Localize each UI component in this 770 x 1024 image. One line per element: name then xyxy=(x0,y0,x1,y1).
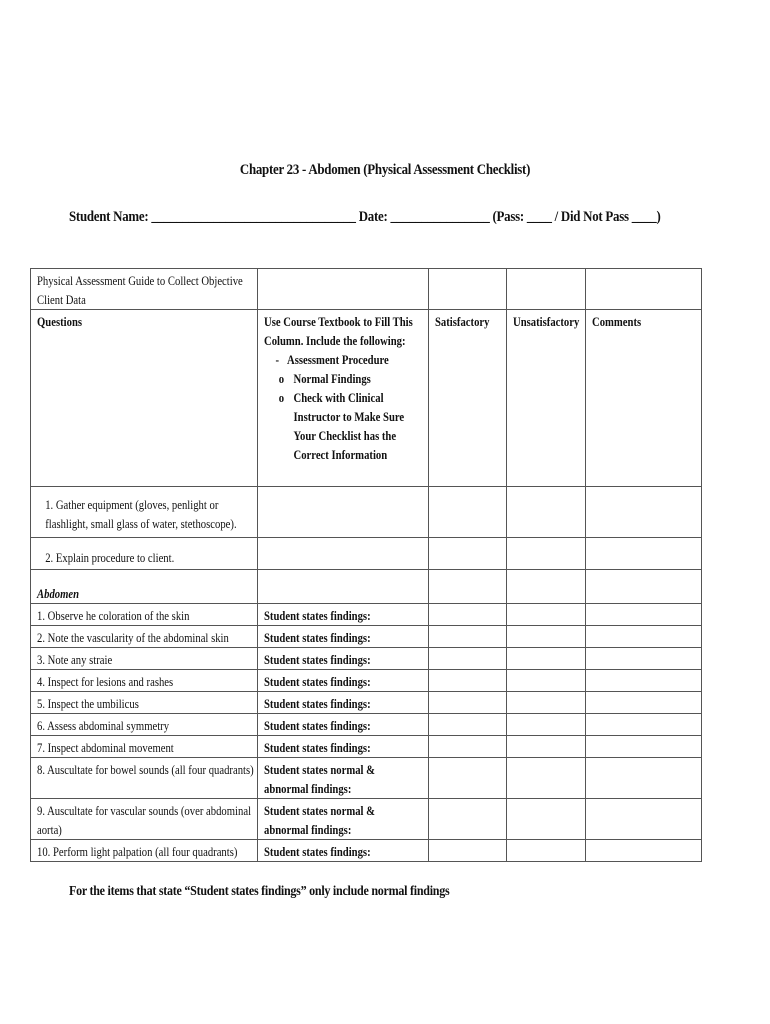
finding-cell xyxy=(258,758,429,799)
student-info-line: Student Name: _________________________________ Date: ________________ (Pass: ____ / Did Not Pass ____) xyxy=(69,209,661,225)
empty-cell xyxy=(429,538,507,570)
prep-item-2: 2. Explain procedure to client. xyxy=(45,550,175,565)
comments-cell xyxy=(586,692,702,714)
questions-header-cell xyxy=(31,310,258,487)
empty-cell xyxy=(507,570,586,604)
questions-header: Questions xyxy=(37,314,83,329)
column-header-row xyxy=(31,310,702,487)
finding-cell xyxy=(258,840,429,862)
table-row xyxy=(31,758,702,799)
finding-cell xyxy=(258,604,429,626)
question-text: 10. Perform light palpation (all four quadrants) xyxy=(37,844,238,859)
question-cell xyxy=(31,626,258,648)
satisfactory-header-cell xyxy=(429,310,507,487)
question-cell xyxy=(31,840,258,862)
question-text: 5. Inspect the umbilicus xyxy=(37,696,139,711)
finding-cell xyxy=(258,714,429,736)
finding-cell xyxy=(258,648,429,670)
circle-bullet-icon: o xyxy=(278,371,285,386)
empty-cell xyxy=(258,570,429,604)
question-cell xyxy=(31,648,258,670)
satisfactory-header: Satisfactory xyxy=(435,314,490,329)
comments-cell xyxy=(586,648,702,670)
textbook-instruction: Use Course Textbook to Fill This Column. Include the following: xyxy=(264,314,413,348)
finding-text: Student states normal & abnormal findings: xyxy=(264,762,376,796)
procedure-label: Assessment Procedure xyxy=(287,352,389,367)
finding-text: Student states findings: xyxy=(264,740,371,755)
finding-text: Student states findings: xyxy=(264,674,371,689)
table-row xyxy=(31,670,702,692)
table-row xyxy=(31,692,702,714)
prep-row xyxy=(31,538,702,570)
dash-bullet: - xyxy=(275,352,280,367)
comments-header: Comments xyxy=(592,314,642,329)
finding-text: Student states findings: xyxy=(264,844,371,859)
table-row xyxy=(31,626,702,648)
empty-cell xyxy=(507,538,586,570)
procedure-item xyxy=(275,350,422,369)
satisfactory-cell xyxy=(429,799,507,840)
empty-cell xyxy=(429,487,507,538)
prep-item-1: 1. Gather equipment (gloves, penlight or flashlight, small glass of water, stethoscope). xyxy=(45,497,237,531)
comments-cell xyxy=(586,670,702,692)
comments-cell xyxy=(586,604,702,626)
empty-cell xyxy=(586,538,702,570)
empty-cell xyxy=(429,570,507,604)
section-title: Abdomen xyxy=(37,586,80,601)
guide-header: Physical Assessment Guide to Collect Objective Client Data xyxy=(37,273,243,307)
comments-cell xyxy=(586,758,702,799)
procedure-sub-normal: Normal Findings xyxy=(293,371,371,386)
textbook-header-cell xyxy=(258,310,429,487)
question-cell xyxy=(31,758,258,799)
procedure-subitem xyxy=(278,388,423,464)
unsatisfactory-cell xyxy=(507,648,586,670)
guide-header-cell xyxy=(31,269,258,310)
empty-cell xyxy=(507,269,586,310)
empty-cell xyxy=(586,570,702,604)
satisfactory-cell xyxy=(429,736,507,758)
question-text: 4. Inspect for lesions and rashes xyxy=(37,674,174,689)
finding-text: Student states findings: xyxy=(264,608,371,623)
finding-cell xyxy=(258,626,429,648)
comments-cell xyxy=(586,799,702,840)
unsatisfactory-cell xyxy=(507,714,586,736)
unsatisfactory-header: Unsatisfactory xyxy=(513,314,580,329)
footer-note: For the items that state “Student states findings” only include normal findings xyxy=(69,884,450,899)
assessment-checklist-table xyxy=(30,268,702,862)
finding-cell xyxy=(258,670,429,692)
question-cell xyxy=(31,670,258,692)
unsatisfactory-cell xyxy=(507,840,586,862)
finding-text: Student states normal & abnormal findings: xyxy=(264,803,376,837)
finding-cell xyxy=(258,799,429,840)
table-row xyxy=(31,714,702,736)
question-text: 2. Note the vascularity of the abdominal skin xyxy=(37,630,229,645)
question-text: 1. Observe he coloration of the skin xyxy=(37,608,190,623)
question-text: 9. Auscultate for vascular sounds (over abdominal aorta) xyxy=(37,803,252,837)
empty-cell xyxy=(258,487,429,538)
table-row xyxy=(31,840,702,862)
empty-cell xyxy=(429,269,507,310)
finding-text: Student states findings: xyxy=(264,696,371,711)
procedure-sub-check: Check with Clinical Instructor to Make Sure Your Checklist has the Correct Information xyxy=(293,390,405,462)
prep-row xyxy=(31,487,702,538)
satisfactory-cell xyxy=(429,626,507,648)
question-text: 6. Assess abdominal symmetry xyxy=(37,718,170,733)
table-row xyxy=(31,604,702,626)
question-text: 7. Inspect abdominal movement xyxy=(37,740,174,755)
satisfactory-cell xyxy=(429,758,507,799)
comments-cell xyxy=(586,736,702,758)
procedure-sublist xyxy=(264,369,422,464)
satisfactory-cell xyxy=(429,714,507,736)
unsatisfactory-header-cell xyxy=(507,310,586,487)
circle-bullet-icon: o xyxy=(278,390,285,405)
satisfactory-cell xyxy=(429,648,507,670)
satisfactory-cell xyxy=(429,604,507,626)
textbook-header xyxy=(264,312,422,464)
finding-cell xyxy=(258,692,429,714)
section-cell xyxy=(31,570,258,604)
unsatisfactory-cell xyxy=(507,799,586,840)
procedure-subitem xyxy=(278,369,423,388)
unsatisfactory-cell xyxy=(507,604,586,626)
comments-cell xyxy=(586,626,702,648)
unsatisfactory-cell xyxy=(507,758,586,799)
page-title: Chapter 23 - Abdomen (Physical Assessment Checklist) xyxy=(239,162,531,178)
comments-header-cell xyxy=(586,310,702,487)
procedure-list xyxy=(264,350,422,369)
table-row xyxy=(31,648,702,670)
table-row xyxy=(31,799,702,840)
question-cell xyxy=(31,736,258,758)
question-cell xyxy=(31,799,258,840)
comments-cell xyxy=(586,714,702,736)
table-row xyxy=(31,736,702,758)
unsatisfactory-cell xyxy=(507,692,586,714)
empty-cell xyxy=(507,487,586,538)
satisfactory-cell xyxy=(429,840,507,862)
finding-cell xyxy=(258,736,429,758)
unsatisfactory-cell xyxy=(507,736,586,758)
section-row xyxy=(31,570,702,604)
question-text: 8. Auscultate for bowel sounds (all four quadrants) xyxy=(37,762,254,777)
prep-cell xyxy=(31,538,258,570)
finding-text: Student states findings: xyxy=(264,630,371,645)
finding-text: Student states findings: xyxy=(264,718,371,733)
unsatisfactory-cell xyxy=(507,626,586,648)
comments-cell xyxy=(586,840,702,862)
guide-header-row xyxy=(31,269,702,310)
satisfactory-cell xyxy=(429,692,507,714)
empty-cell xyxy=(258,269,429,310)
empty-cell xyxy=(586,269,702,310)
question-cell xyxy=(31,692,258,714)
empty-cell xyxy=(586,487,702,538)
finding-text: Student states findings: xyxy=(264,652,371,667)
question-cell xyxy=(31,714,258,736)
empty-cell xyxy=(258,538,429,570)
question-text: 3. Note any straie xyxy=(37,652,113,667)
question-cell xyxy=(31,604,258,626)
satisfactory-cell xyxy=(429,670,507,692)
prep-cell xyxy=(31,487,258,538)
unsatisfactory-cell xyxy=(507,670,586,692)
